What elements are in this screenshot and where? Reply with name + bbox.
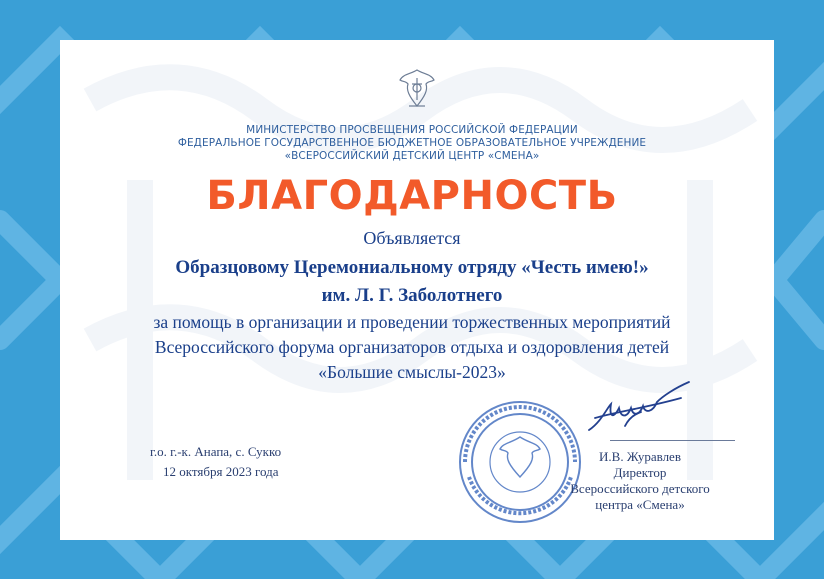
signer-name: И.В. Журавлев: [599, 449, 681, 464]
reason-line-3: «Большие смыслы-2023»: [318, 362, 506, 382]
center-name: «ВСЕРОССИЙСКИЙ ДЕТСКИЙ ЦЕНТР «СМЕНА»: [284, 150, 540, 162]
signature: [585, 378, 695, 442]
date-text: 12 октября 2023 года: [163, 464, 279, 479]
recipient-line-1: Образцовому Церемониальному отряду «Честь имею!»: [175, 257, 649, 278]
reason-line-2: Всероссийского форума организаторов отдыха и оздоровления детей: [154, 337, 670, 357]
signer-org-line-1: Всероссийского детского: [570, 481, 710, 496]
document-title: БЛАГОДАРНОСТЬ: [206, 173, 618, 219]
signer-title: Директор: [613, 465, 667, 480]
recipient-line-2: им. Л. Г. Заболотнего: [321, 285, 503, 306]
coat-of-arms-icon: [397, 66, 437, 112]
place-text: г.о. г.-к. Анапа, с. Сукко: [150, 444, 282, 459]
signature-line: [610, 440, 735, 441]
signer-org-line-2: центра «Смена»: [595, 497, 685, 512]
announce-text: Объявляется: [363, 228, 461, 248]
institution-type: ФЕДЕРАЛЬНОЕ ГОСУДАРСТВЕННОЕ БЮДЖЕТНОЕ ОБРАЗОВАТЕЛЬНОЕ УЧРЕЖДЕНИЕ: [177, 137, 647, 149]
ministry-name: МИНИСТЕРСТВО ПРОСВЕЩЕНИЯ РОССИЙСКОЙ ФЕДЕРАЦИИ: [246, 124, 578, 136]
reason-line-1: за помощь в организации и проведении торжественных мероприятий: [153, 312, 671, 332]
